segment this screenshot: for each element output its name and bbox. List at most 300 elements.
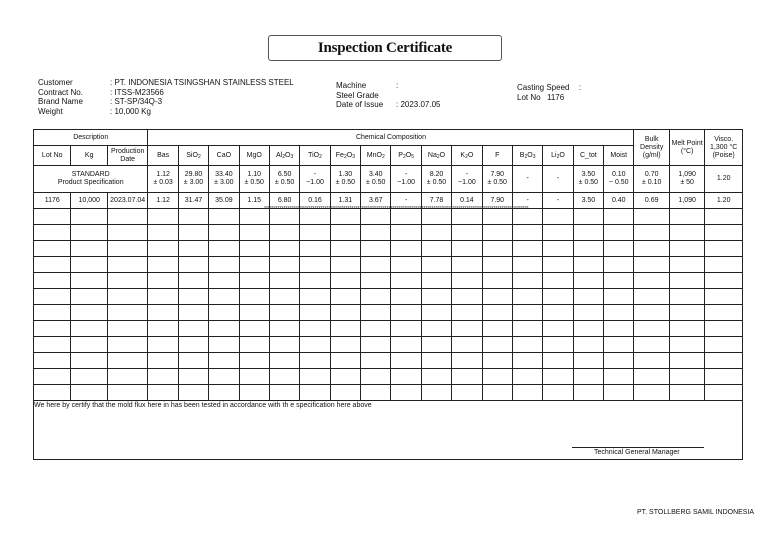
empty-cell — [269, 353, 299, 369]
empty-cell — [34, 209, 71, 225]
dotted-separator: **************************************************************************************************************************************** — [264, 206, 529, 212]
empty-row — [34, 305, 743, 321]
empty-cell — [300, 369, 330, 385]
empty-cell — [705, 241, 743, 257]
empty-cell — [148, 209, 178, 225]
standard-value: 1.20 — [716, 175, 731, 182]
empty-cell — [391, 273, 421, 289]
empty-cell — [634, 209, 669, 225]
weight-label: Weight — [38, 106, 63, 116]
empty-cell — [543, 225, 573, 241]
empty-cell — [512, 289, 542, 305]
empty-cell — [269, 241, 299, 257]
lot-value-cell: 3.67 — [361, 193, 391, 209]
standard-cell — [239, 166, 269, 193]
visco-header: Visco. 1,300 °C (Poise) — [705, 130, 743, 166]
empty-cell — [543, 241, 573, 257]
empty-cell — [71, 289, 107, 305]
empty-cell — [482, 273, 512, 289]
standard-value: - — [313, 171, 317, 178]
empty-row — [34, 353, 743, 369]
empty-cell — [361, 241, 391, 257]
empty-cell — [107, 289, 148, 305]
empty-cell — [178, 353, 208, 369]
empty-cell — [148, 225, 178, 241]
steel-grade-label: Steel Grade — [336, 90, 379, 100]
empty-cell — [705, 305, 743, 321]
lot-value-cell: 31.47 — [178, 193, 208, 209]
empty-cell — [330, 257, 360, 273]
empty-cell — [34, 353, 71, 369]
standard-cell — [300, 166, 330, 193]
lot-value-cell: 1.20 — [705, 193, 743, 209]
empty-cell — [209, 337, 239, 353]
empty-cell — [209, 369, 239, 385]
empty-row — [34, 241, 743, 257]
certify-statement: We here by certify that the mold flux here in has been tested in accordance with th e specification here above — [34, 402, 372, 409]
empty-cell — [669, 273, 704, 289]
lot-value-cell: 0.14 — [452, 193, 482, 209]
empty-cell — [604, 273, 634, 289]
lot-value-cell: 1.31 — [330, 193, 360, 209]
empty-cell — [34, 257, 71, 273]
empty-cell — [634, 369, 669, 385]
empty-row — [34, 273, 743, 289]
empty-cell — [239, 257, 269, 273]
empty-cell — [300, 337, 330, 353]
empty-cell — [669, 257, 704, 273]
standard-tolerance: ± 0.50 — [244, 179, 264, 186]
col-bas: Bas — [148, 146, 178, 166]
standard-cell — [148, 166, 178, 193]
empty-cell — [71, 241, 107, 257]
empty-cell — [669, 353, 704, 369]
lot-weight: 10,000 — [71, 193, 107, 209]
header-middle — [336, 81, 440, 110]
empty-cell — [669, 241, 704, 257]
empty-cell — [512, 369, 542, 385]
col-production-date: Production Date — [107, 146, 148, 166]
empty-cell — [178, 225, 208, 241]
empty-cell — [573, 289, 603, 305]
standard-cell — [669, 166, 704, 193]
lot-number: 1176 — [34, 193, 71, 209]
empty-cell — [512, 353, 542, 369]
empty-cell — [634, 289, 669, 305]
empty-cell — [391, 353, 421, 369]
empty-cell — [573, 257, 603, 273]
empty-cell — [71, 225, 107, 241]
customer-value: : PT. INDONESIA TSINGSHAN STAINLESS STEEL — [110, 78, 294, 87]
empty-cell — [361, 289, 391, 305]
empty-cell — [421, 225, 451, 241]
empty-cell — [34, 321, 71, 337]
empty-cell — [452, 369, 482, 385]
standard-tolerance: ± 0.50 — [487, 179, 507, 186]
standard-row — [34, 166, 743, 193]
empty-cell — [239, 321, 269, 337]
empty-cell — [107, 305, 148, 321]
empty-cell — [300, 241, 330, 257]
standard-tolerance: ~1.00 — [397, 179, 415, 186]
empty-cell — [107, 337, 148, 353]
empty-cell — [452, 289, 482, 305]
empty-cell — [178, 289, 208, 305]
empty-cell — [452, 257, 482, 273]
empty-cell — [573, 337, 603, 353]
bulk-density-header: Bulk Density (g/ml) — [634, 130, 669, 166]
empty-cell — [452, 225, 482, 241]
empty-cell — [604, 241, 634, 257]
col-b2o3: $B_2O_3$ — [512, 146, 542, 166]
lot-value-cell: 0.40 — [604, 193, 634, 209]
brand-label: Brand Name — [38, 97, 83, 106]
standard-cell — [178, 166, 208, 193]
empty-cell — [34, 305, 71, 321]
empty-cell — [107, 209, 148, 225]
empty-cell — [705, 337, 743, 353]
empty-cell — [391, 321, 421, 337]
weight-value: : 10,000 Kg — [110, 106, 151, 116]
empty-cell — [604, 305, 634, 321]
empty-cell — [148, 305, 178, 321]
empty-cell — [512, 321, 542, 337]
empty-cell — [604, 257, 634, 273]
empty-cell — [512, 257, 542, 273]
empty-cell — [34, 289, 71, 305]
lot-value-cell: 1.15 — [239, 193, 269, 209]
empty-cell — [300, 225, 330, 241]
standard-value: 1,090 — [678, 171, 696, 178]
empty-cell — [330, 273, 360, 289]
col-f: F — [482, 146, 512, 166]
standard-tolerance: ± 0.50 — [578, 179, 599, 186]
empty-cell — [209, 257, 239, 273]
chemical-composition-header: Chemical Composition — [148, 130, 634, 146]
empty-cell — [34, 241, 71, 257]
empty-cell — [543, 353, 573, 369]
standard-tolerance: ± 0.03 — [153, 179, 173, 186]
empty-cell — [239, 305, 269, 321]
empty-cell — [300, 305, 330, 321]
standard-cell — [452, 166, 482, 193]
standard-cell — [705, 166, 743, 193]
contract-label: Contract No. — [38, 87, 83, 97]
empty-cell — [482, 241, 512, 257]
col-moist: Moist — [604, 146, 634, 166]
empty-cell — [300, 257, 330, 273]
empty-cell — [421, 241, 451, 257]
empty-cell — [482, 369, 512, 385]
empty-cell — [543, 257, 573, 273]
standard-tolerance: ± 50 — [680, 179, 694, 186]
empty-cell — [239, 337, 269, 353]
empty-cell — [705, 273, 743, 289]
empty-cell — [669, 369, 704, 385]
empty-cell — [391, 369, 421, 385]
empty-cell — [34, 337, 71, 353]
empty-cell — [604, 369, 634, 385]
empty-cell — [482, 257, 512, 273]
empty-cell — [604, 225, 634, 241]
col-k2o: $K_2O$ — [452, 146, 482, 166]
standard-cell — [634, 166, 669, 193]
empty-cell — [634, 241, 669, 257]
empty-cell — [71, 305, 107, 321]
standard-value: - — [404, 171, 408, 178]
empty-cell — [71, 369, 107, 385]
empty-cell — [269, 257, 299, 273]
empty-cell — [300, 321, 330, 337]
empty-cell — [482, 337, 512, 353]
standard-label-line2: Product Specification — [57, 179, 124, 186]
col-lot-no: Lot No — [34, 146, 71, 166]
standard-cell — [209, 166, 239, 193]
standard-value: - — [556, 175, 560, 182]
standard-tolerance: ± 0.50 — [366, 179, 386, 186]
lot-label: Lot No — [517, 92, 541, 102]
empty-cell — [421, 289, 451, 305]
col-mno2: MnO$_2$ — [361, 146, 391, 166]
empty-cell — [330, 241, 360, 257]
empty-cell — [330, 337, 360, 353]
brand-value: : ST-SP/34Q-3 — [110, 97, 163, 106]
empty-cell — [107, 353, 148, 369]
standard-value: 0.10 — [611, 171, 626, 178]
empty-cell — [452, 321, 482, 337]
empty-cell — [71, 353, 107, 369]
empty-cell — [634, 273, 669, 289]
empty-cell — [604, 289, 634, 305]
empty-cell — [391, 305, 421, 321]
empty-cell — [705, 321, 743, 337]
empty-cell — [452, 353, 482, 369]
empty-cell — [512, 225, 542, 241]
empty-cell — [269, 337, 299, 353]
standard-cell — [361, 166, 391, 193]
empty-cell — [573, 273, 603, 289]
customer-label: Customer — [38, 78, 73, 87]
empty-cell — [178, 257, 208, 273]
empty-cell — [452, 305, 482, 321]
col-tio2: TiO$_2$ — [300, 146, 330, 166]
standard-value: 0.70 — [644, 171, 659, 178]
empty-cell — [269, 273, 299, 289]
empty-cell — [239, 369, 269, 385]
empty-cell — [512, 241, 542, 257]
empty-cell — [239, 353, 269, 369]
lot-value-cell: 1.12 — [148, 193, 178, 209]
empty-cell — [148, 257, 178, 273]
date-value: : 2023.07.05 — [396, 100, 441, 109]
col-na2o: $Na_2O$ — [421, 146, 451, 166]
empty-cell — [604, 321, 634, 337]
empty-cell — [669, 337, 704, 353]
standard-label — [34, 166, 148, 193]
empty-cell — [573, 305, 603, 321]
empty-cell — [71, 209, 107, 225]
standard-value: 1.10 — [247, 171, 262, 178]
empty-cell — [482, 305, 512, 321]
lot-value-cell: 3.50 — [573, 193, 603, 209]
empty-cell — [421, 305, 451, 321]
empty-cell — [209, 321, 239, 337]
empty-cell — [669, 289, 704, 305]
title-box — [268, 35, 502, 61]
contract-value: : ITSS-M23566 — [110, 87, 164, 97]
empty-cell — [107, 241, 148, 257]
empty-cell — [148, 289, 178, 305]
empty-cell — [573, 369, 603, 385]
empty-cell — [512, 273, 542, 289]
empty-cell — [421, 321, 451, 337]
empty-cell — [705, 257, 743, 273]
empty-cell — [421, 353, 451, 369]
empty-cell — [269, 225, 299, 241]
empty-cell — [239, 241, 269, 257]
empty-cell — [300, 353, 330, 369]
standard-value: 7.90 — [490, 171, 505, 178]
standard-tolerance: ± 3.00 — [183, 179, 204, 186]
empty-row — [34, 369, 743, 385]
empty-cell — [361, 305, 391, 321]
standard-value: 6.50 — [277, 171, 292, 178]
standard-cell — [573, 166, 603, 193]
empty-cell — [705, 225, 743, 241]
empty-cell — [239, 225, 269, 241]
empty-cell — [209, 241, 239, 257]
empty-row — [34, 289, 743, 305]
empty-cell — [178, 321, 208, 337]
empty-cell — [178, 305, 208, 321]
empty-cell — [482, 321, 512, 337]
standard-cell — [330, 166, 360, 193]
lot-value-cell: - — [543, 193, 573, 209]
empty-cell — [634, 305, 669, 321]
standard-value: 29.80 — [184, 171, 203, 178]
lot-production-date: 2023.07.04 — [107, 193, 148, 209]
col-cao: CaO — [209, 146, 239, 166]
empty-cell — [148, 337, 178, 353]
empty-cell — [269, 289, 299, 305]
empty-row — [34, 225, 743, 241]
empty-cell — [705, 353, 743, 369]
col-fe2o3: $Fe_2O_3$ — [330, 146, 360, 166]
empty-cell — [148, 353, 178, 369]
empty-cell — [148, 369, 178, 385]
empty-cell — [452, 337, 482, 353]
standard-tolerance: ± 0.50 — [426, 179, 447, 186]
standard-cell — [512, 166, 542, 193]
standard-tolerance: ~ 0.50 — [608, 179, 629, 186]
col-al2o3: $Al_2O_3$ — [269, 146, 299, 166]
empty-cell — [705, 209, 743, 225]
empty-cell — [178, 209, 208, 225]
empty-cell — [634, 353, 669, 369]
lot-value-cell: 0.16 — [300, 193, 330, 209]
empty-cell — [178, 273, 208, 289]
empty-cell — [669, 305, 704, 321]
empty-cell — [107, 273, 148, 289]
standard-cell — [421, 166, 451, 193]
empty-cell — [543, 289, 573, 305]
standard-value: 3.50 — [581, 171, 596, 178]
empty-cell — [705, 289, 743, 305]
empty-cell — [634, 337, 669, 353]
empty-cell — [573, 321, 603, 337]
lot-value-cell: - — [391, 193, 421, 209]
empty-cell — [239, 273, 269, 289]
empty-cell — [361, 225, 391, 241]
lot-value-cell: 35.09 — [209, 193, 239, 209]
empty-cell — [669, 209, 704, 225]
empty-cell — [391, 225, 421, 241]
standard-value: - — [526, 175, 529, 182]
empty-row — [34, 337, 743, 353]
empty-cell — [669, 225, 704, 241]
empty-cell — [512, 305, 542, 321]
company-footer: PT. STOLLBERG SAMIL INDONESIA — [637, 509, 755, 516]
empty-cell — [391, 337, 421, 353]
empty-cell — [330, 305, 360, 321]
empty-row — [34, 257, 743, 273]
col-li2o: $Li_2O$ — [543, 146, 573, 166]
signature-line — [572, 447, 704, 448]
empty-cell — [361, 337, 391, 353]
empty-cell — [178, 241, 208, 257]
standard-cell — [543, 166, 573, 193]
empty-cell — [330, 369, 360, 385]
empty-cell — [421, 337, 451, 353]
empty-cell — [573, 241, 603, 257]
empty-cell — [482, 225, 512, 241]
empty-cell — [209, 225, 239, 241]
standard-value: 1.12 — [156, 171, 170, 178]
empty-cell — [543, 305, 573, 321]
empty-cell — [573, 353, 603, 369]
header-left — [38, 78, 294, 116]
empty-cell — [71, 257, 107, 273]
empty-cell — [634, 321, 669, 337]
empty-cell — [330, 225, 360, 241]
empty-cell — [573, 225, 603, 241]
empty-cell — [604, 337, 634, 353]
empty-cell — [148, 273, 178, 289]
standard-value: 8.20 — [429, 171, 444, 178]
empty-cell — [452, 273, 482, 289]
standard-cell — [604, 166, 634, 193]
empty-cell — [209, 289, 239, 305]
casting-speed-value: : — [579, 83, 582, 92]
standard-tolerance: ± 0.50 — [274, 179, 295, 186]
empty-cell — [512, 337, 542, 353]
empty-cell — [269, 321, 299, 337]
lot-value: 1176 — [547, 92, 565, 102]
lot-value-cell: 0.69 — [634, 193, 669, 209]
empty-cell — [148, 321, 178, 337]
standard-value: 33.40 — [215, 171, 233, 178]
empty-cell — [34, 225, 71, 241]
lot-value-cell: 6.80 — [269, 193, 299, 209]
empty-cell — [148, 241, 178, 257]
col-kg: Kg — [71, 146, 107, 166]
empty-cell — [421, 257, 451, 273]
standard-tolerance: ~1.00 — [458, 179, 476, 186]
empty-cell — [209, 273, 239, 289]
empty-cell — [209, 305, 239, 321]
col-sio2: SiO$_2$ — [178, 146, 208, 166]
standard-tolerance: ± 0.10 — [641, 179, 662, 186]
